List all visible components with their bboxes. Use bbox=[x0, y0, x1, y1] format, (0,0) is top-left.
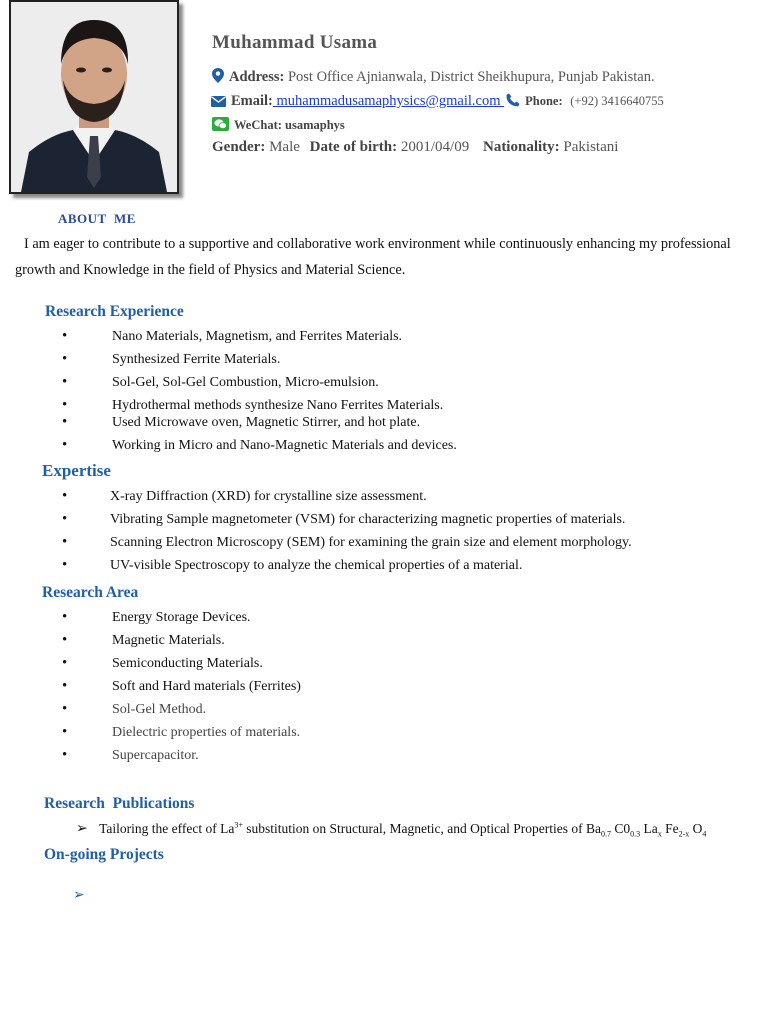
profile-photo-image bbox=[11, 2, 177, 192]
envelope-icon bbox=[211, 96, 226, 107]
list-item: • Semiconducting Materials. bbox=[62, 655, 263, 671]
ongoing-projects-heading: On-going Projects bbox=[44, 846, 164, 863]
research-area-list bbox=[62, 606, 301, 767]
phone-label: Phone: bbox=[525, 94, 563, 108]
research-area-heading: Research Area bbox=[42, 584, 139, 601]
gender-label: Gender: bbox=[212, 139, 266, 155]
email-link[interactable]: muhammadusamaphysics@gmail.com bbox=[272, 93, 505, 109]
list-item: • Hydrothermal methods synthesize Nano Ferrites Materials. bbox=[62, 397, 444, 413]
address-label: Address: bbox=[229, 69, 285, 85]
research-experience-heading: Research Experience bbox=[45, 303, 184, 320]
list-item: • X-ray Diffraction (XRD) for crystalline size assessment. bbox=[62, 488, 427, 504]
nationality-label: Nationality: bbox=[482, 139, 560, 155]
wechat-line bbox=[212, 117, 345, 133]
expertise-list bbox=[62, 485, 632, 577]
list-item: • Energy Storage Devices. bbox=[62, 609, 251, 625]
list-item: • Supercapacitor. bbox=[62, 747, 199, 763]
list-item: • Synthesized Ferrite Materials. bbox=[62, 351, 281, 367]
wechat-icon bbox=[212, 117, 229, 131]
about-heading: ABOUT ME bbox=[58, 211, 136, 226]
person-name: Muhammad Usama bbox=[212, 32, 378, 53]
profile-photo bbox=[9, 0, 179, 194]
list-item: • Working in Micro and Nano-Magnetic Materials and devices. bbox=[62, 437, 457, 453]
wechat-value: usamaphys bbox=[285, 118, 345, 132]
list-item: • Sol-Gel Method. bbox=[62, 701, 207, 717]
list-item: • Nano Materials, Magnetism, and Ferrites Materials. bbox=[62, 328, 403, 344]
research-experience-list bbox=[62, 325, 457, 457]
expertise-heading: Expertise bbox=[42, 461, 111, 480]
address-line bbox=[212, 68, 655, 86]
location-pin-icon bbox=[212, 68, 224, 83]
email-label: Email: bbox=[231, 93, 273, 109]
list-item: • UV-visible Spectroscopy to analyze the chemical properties of a material. bbox=[62, 557, 523, 573]
personal-details bbox=[212, 139, 618, 156]
phone-value: (+92) 3416640755 bbox=[570, 94, 664, 108]
list-item: • Used Microwave oven, Magnetic Stirrer, and hot plate. bbox=[62, 414, 421, 430]
dob-label: Date of birth: bbox=[309, 139, 398, 155]
gender-value: Male bbox=[269, 139, 300, 155]
list-item: • Vibrating Sample magnetometer (VSM) for characterizing magnetic properties of materials. bbox=[62, 511, 626, 527]
dob-value: 2001/04/09 bbox=[400, 139, 470, 155]
list-item: • Sol-Gel, Sol-Gel Combustion, Micro-emulsion. bbox=[62, 374, 379, 390]
address-value: Post Office Ajnianwala, District Sheikhupura, Punjab Pakistan. bbox=[287, 69, 655, 85]
publication-title: Tailoring the effect of $La^{3+}$ substitution on Structural, Magnetic, and Optical Properties of $Ba_{0.7}$ $C0_{0.3}$ $La_x$ $Fe_{2-x}$ $O_4$ bbox=[99, 820, 707, 839]
nationality-value: Pakistani bbox=[563, 139, 619, 155]
arrow-bullet-icon: ➢ bbox=[76, 821, 88, 837]
about-text: I am eager to contribute to a supportive and collaborative work environment while continuously enhancing my professional growth and Knowledge in the field of Physics and Material Science. bbox=[15, 236, 731, 278]
phone-icon bbox=[506, 93, 520, 107]
contact-line bbox=[211, 93, 664, 110]
list-item: • Magnetic Materials. bbox=[62, 632, 225, 648]
list-item: • Scanning Electron Microscopy (SEM) for examining the grain size and element morphology. bbox=[62, 534, 632, 550]
arrow-bullet-icon: ➢ bbox=[73, 888, 85, 903]
publications-heading: Research Publications bbox=[44, 795, 195, 812]
list-item: • Soft and Hard materials (Ferrites) bbox=[62, 678, 301, 694]
wechat-label: WeChat: bbox=[234, 118, 282, 132]
list-item: • Dielectric properties of materials. bbox=[62, 724, 301, 740]
publication-item bbox=[76, 820, 706, 838]
